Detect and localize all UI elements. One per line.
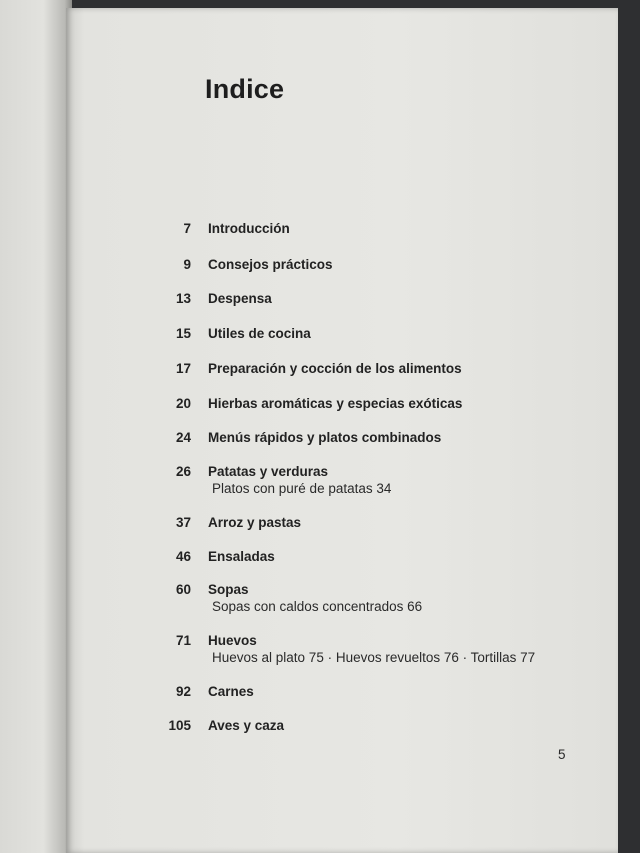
entry-title: Preparación y cocción de los alimentos (208, 361, 462, 376)
entry-page: 105 (168, 718, 191, 733)
entry-title: Sopas (208, 582, 249, 597)
entry-page: 71 (175, 633, 191, 648)
entry-page: 20 (175, 396, 191, 411)
entry-page: 37 (175, 515, 191, 530)
entry-page: 46 (175, 549, 191, 564)
left-page-edge (0, 0, 72, 853)
entry-title: Carnes (208, 684, 254, 699)
page-number: 5 (558, 747, 566, 762)
entry-subtitle: Sopas con caldos concentrados 66 (212, 599, 423, 614)
entry-title: Aves y caza (208, 718, 285, 733)
entry-page: 24 (175, 430, 191, 445)
entry-title: Despensa (208, 291, 272, 306)
entry-subtitle: Huevos al plato 75 · Huevos revueltos 76 · Tortillas 77 (212, 650, 536, 665)
entry-page: 26 (175, 464, 191, 479)
entry-page: 7 (183, 221, 191, 236)
entry-page: 92 (175, 684, 191, 699)
entry-title: Ensaladas (208, 549, 275, 564)
entry-page: 13 (175, 291, 191, 306)
entry-subtitle: Platos con puré de patatas 34 (212, 481, 392, 496)
entry-title: Utiles de cocina (208, 326, 311, 341)
entry-title: Menús rápidos y platos combinados (208, 430, 442, 445)
entry-page: 60 (175, 582, 191, 597)
entry-page: 17 (175, 361, 191, 376)
page-title: Indice (205, 74, 285, 104)
entry-page: 15 (175, 326, 191, 341)
entry-title: Introducción (208, 221, 290, 236)
entry-title: Hierbas aromáticas y especias exóticas (208, 396, 463, 411)
entry-page: 9 (183, 257, 191, 272)
entry-title: Arroz y pastas (208, 515, 302, 530)
entry-title: Consejos prácticos (208, 257, 333, 272)
entry-title: Huevos (208, 633, 257, 648)
entry-title: Patatas y verduras (208, 464, 329, 479)
